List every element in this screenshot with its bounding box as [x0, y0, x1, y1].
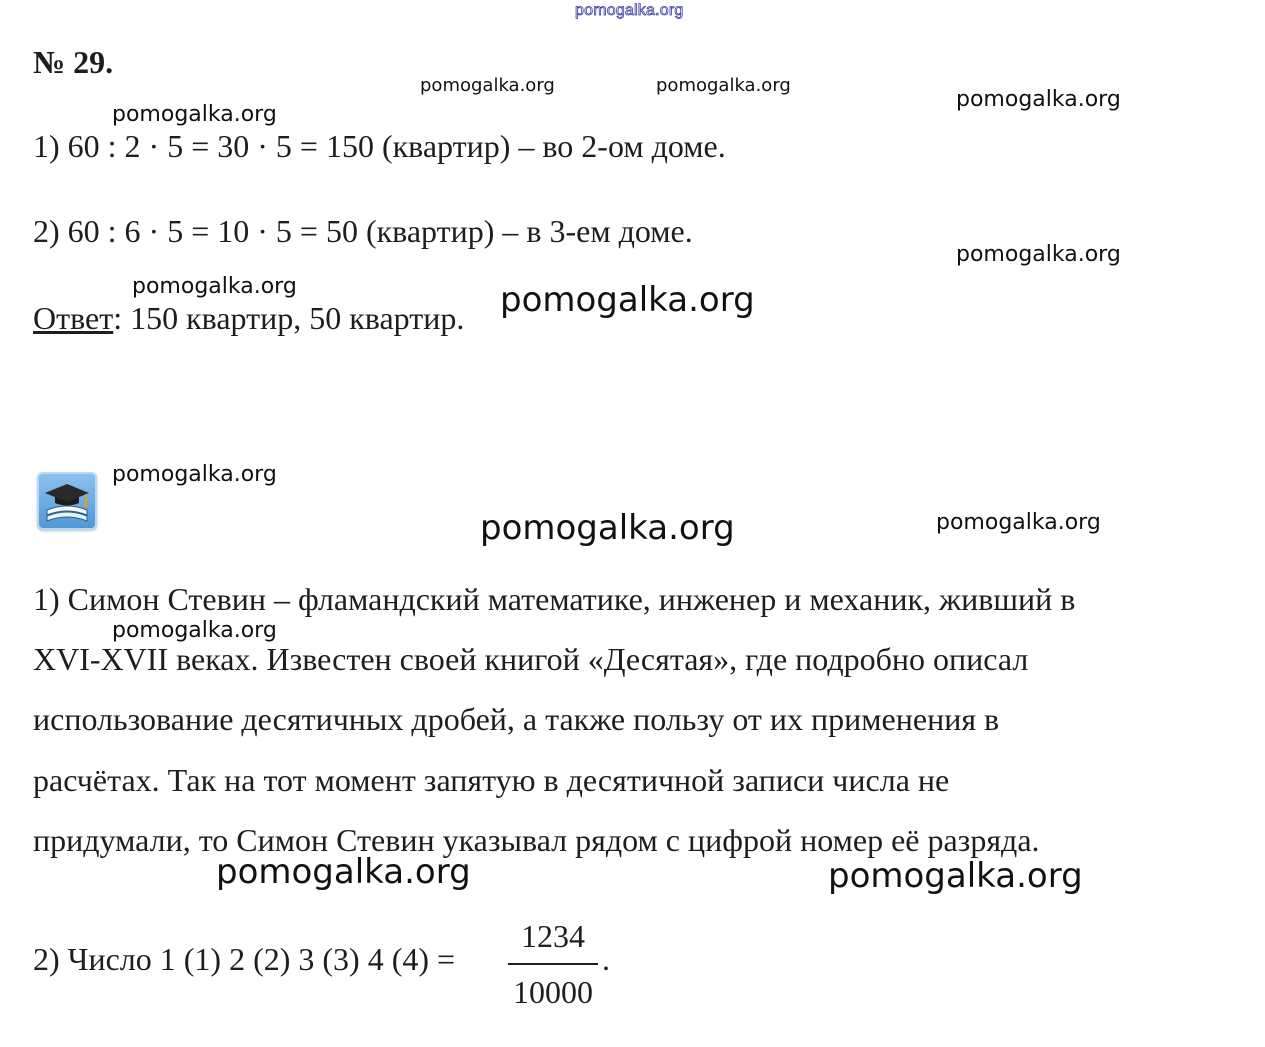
fraction-numerator: 1234	[521, 918, 585, 954]
watermark: pomogalka.org	[956, 242, 1121, 267]
watermark: pomogalka.org	[216, 852, 471, 892]
watermark: pomogalka.org	[112, 618, 277, 643]
fraction-denominator: 10000	[513, 974, 593, 1010]
watermark: pomogalka.org	[112, 462, 277, 487]
watermark: pomogalka.org	[112, 102, 277, 127]
paragraph-line-3: использование десятичных дробей, а также пользу от их применения в	[33, 701, 1000, 737]
watermark: pomogalka.org	[656, 75, 791, 96]
watermark: pomogalka.org	[480, 508, 735, 548]
paragraph-line-4: расчётах. Так на тот момент запятую в десятичной записи числа не	[33, 762, 950, 798]
number-expression: 2) Число 1 (1) 2 (2) 3 (3) 4 (4) =	[33, 941, 456, 977]
fraction	[508, 918, 598, 1010]
problem-title: № 29.	[33, 44, 114, 80]
solution-step-1: 1) 60 : 2 · 5 = 30 · 5 = 150 (квартир) – во 2-ом доме.	[33, 128, 726, 164]
watermark: pomogalka.org	[936, 510, 1101, 535]
watermark: pomogalka.org	[420, 75, 555, 96]
paragraph-line-1: 1) Симон Стевин – фламандский математике, инженер и механик, живший в	[33, 581, 1076, 617]
fraction-bar	[508, 963, 598, 965]
paragraph-line-5: придумали, то Симон Стевин указывал рядом с цифрой номер её разряда.	[33, 822, 1040, 858]
watermark: pomogalka.org	[500, 280, 755, 320]
answer-line	[33, 300, 464, 337]
paragraph-line-2: XVI-XVII веках. Известен своей книгой «Десятая», где подробно описал	[33, 641, 1029, 677]
watermark: pomogalka.org	[828, 856, 1083, 896]
fraction-period: .	[602, 941, 610, 977]
watermark: pomogalka.org	[956, 87, 1121, 112]
solution-step-2: 2) 60 : 6 · 5 = 10 · 5 = 50 (квартир) – в 3-ем доме.	[33, 213, 693, 249]
watermark-header[interactable]: pomogalka.org	[575, 2, 684, 19]
answer-label: Ответ	[33, 300, 114, 336]
answer-text: : 150 квартир, 50 квартир.	[113, 300, 465, 336]
watermark: pomogalka.org	[132, 274, 297, 299]
graduation-cap-books-icon	[37, 472, 97, 530]
